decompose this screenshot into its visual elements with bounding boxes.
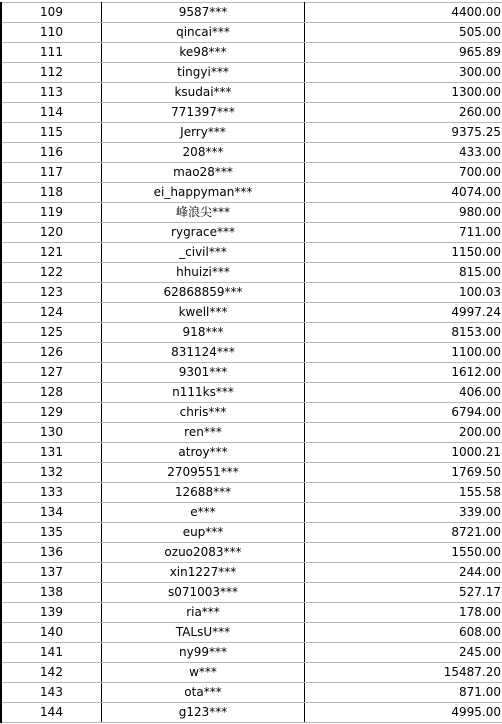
spreadsheet xyxy=(0,2,500,723)
table-row xyxy=(1,203,502,223)
table-row xyxy=(1,423,502,443)
row-number-cell[interactable]: 112 xyxy=(1,63,102,83)
table-row xyxy=(1,183,502,203)
username-cell[interactable]: w*** xyxy=(102,663,305,683)
row-number-cell[interactable]: 110 xyxy=(1,23,102,43)
amount-cell[interactable]: 4400.00 xyxy=(305,3,502,23)
username-cell[interactable]: _civil*** xyxy=(102,243,305,263)
row-number-cell[interactable]: 135 xyxy=(1,523,102,543)
username-cell[interactable]: rygrace*** xyxy=(102,223,305,243)
table-row xyxy=(1,83,502,103)
amount-cell[interactable]: 8153.00 xyxy=(305,323,502,343)
username-cell[interactable]: s071003*** xyxy=(102,583,305,603)
amount-cell[interactable]: 100.03 xyxy=(305,283,502,303)
username-cell[interactable]: qincai*** xyxy=(102,23,305,43)
amount-cell[interactable]: 1150.00 xyxy=(305,243,502,263)
amount-cell[interactable]: 155.58 xyxy=(305,483,502,503)
username-cell[interactable]: 771397*** xyxy=(102,103,305,123)
table-row xyxy=(1,663,502,683)
username-cell[interactable]: atroy*** xyxy=(102,443,305,463)
username-cell[interactable]: ria*** xyxy=(102,603,305,623)
amount-cell[interactable]: 300.00 xyxy=(305,63,502,83)
table-row xyxy=(1,223,502,243)
amount-cell[interactable]: 9375.25 xyxy=(305,123,502,143)
row-number-cell[interactable]: 125 xyxy=(1,323,102,343)
table-row xyxy=(1,243,502,263)
row-number-cell[interactable]: 122 xyxy=(1,263,102,283)
row-number-cell[interactable]: 121 xyxy=(1,243,102,263)
table-row xyxy=(1,103,502,123)
table-row xyxy=(1,143,502,163)
table-row xyxy=(1,343,502,363)
amount-cell[interactable]: 1550.00 xyxy=(305,543,502,563)
row-number-cell[interactable]: 113 xyxy=(1,83,102,103)
row-number-cell[interactable]: 109 xyxy=(1,3,102,23)
username-cell[interactable]: 831124*** xyxy=(102,343,305,363)
amount-cell[interactable]: 965.89 xyxy=(305,43,502,63)
amount-cell[interactable]: 339.00 xyxy=(305,503,502,523)
amount-cell[interactable]: 4074.00 xyxy=(305,183,502,203)
amount-cell[interactable]: 871.00 xyxy=(305,683,502,703)
row-number-cell[interactable]: 129 xyxy=(1,403,102,423)
username-cell[interactable]: e*** xyxy=(102,503,305,523)
table-row xyxy=(1,603,502,623)
username-cell[interactable]: kwell*** xyxy=(102,303,305,323)
data-table xyxy=(0,2,502,723)
table-row xyxy=(1,463,502,483)
row-number-cell[interactable]: 140 xyxy=(1,623,102,643)
amount-cell[interactable]: 1100.00 xyxy=(305,343,502,363)
table-row xyxy=(1,363,502,383)
table-row xyxy=(1,263,502,283)
table-row xyxy=(1,383,502,403)
username-cell[interactable]: ke98*** xyxy=(102,43,305,63)
table-row xyxy=(1,483,502,503)
row-number-cell[interactable]: 117 xyxy=(1,163,102,183)
table-row xyxy=(1,23,502,43)
amount-cell[interactable]: 711.00 xyxy=(305,223,502,243)
table-row xyxy=(1,503,502,523)
username-cell[interactable]: 208*** xyxy=(102,143,305,163)
username-cell[interactable]: ksudai*** xyxy=(102,83,305,103)
row-number-cell[interactable]: 136 xyxy=(1,543,102,563)
username-cell[interactable]: 2709551*** xyxy=(102,463,305,483)
row-number-cell[interactable]: 118 xyxy=(1,183,102,203)
amount-cell[interactable]: 6794.00 xyxy=(305,403,502,423)
table-row xyxy=(1,323,502,343)
row-number-cell[interactable]: 124 xyxy=(1,303,102,323)
table-row xyxy=(1,63,502,83)
username-cell[interactable]: xin1227*** xyxy=(102,563,305,583)
table-row xyxy=(1,623,502,643)
row-number-cell[interactable]: 132 xyxy=(1,463,102,483)
amount-cell[interactable]: 406.00 xyxy=(305,383,502,403)
amount-cell[interactable]: 4995.00 xyxy=(305,703,502,723)
row-number-cell[interactable]: 139 xyxy=(1,603,102,623)
row-number-cell[interactable]: 131 xyxy=(1,443,102,463)
table-row xyxy=(1,563,502,583)
row-number-cell[interactable]: 115 xyxy=(1,123,102,143)
table-row xyxy=(1,303,502,323)
row-number-cell[interactable]: 144 xyxy=(1,703,102,723)
username-cell[interactable]: 9301*** xyxy=(102,363,305,383)
table-body xyxy=(1,3,502,723)
table-row xyxy=(1,283,502,303)
username-cell[interactable]: g123*** xyxy=(102,703,305,723)
row-number-cell[interactable]: 120 xyxy=(1,223,102,243)
username-cell[interactable]: eup*** xyxy=(102,523,305,543)
row-number-cell[interactable]: 142 xyxy=(1,663,102,683)
table-row xyxy=(1,703,502,723)
table-row xyxy=(1,443,502,463)
table-row xyxy=(1,643,502,663)
username-cell[interactable]: hhuizi*** xyxy=(102,263,305,283)
amount-cell[interactable]: 15487.20 xyxy=(305,663,502,683)
amount-cell[interactable]: 1769.50 xyxy=(305,463,502,483)
row-number-cell[interactable]: 126 xyxy=(1,343,102,363)
username-cell[interactable]: ozuo2083*** xyxy=(102,543,305,563)
amount-cell[interactable]: 4997.24 xyxy=(305,303,502,323)
table-row xyxy=(1,43,502,63)
amount-cell[interactable]: 1612.00 xyxy=(305,363,502,383)
username-cell[interactable]: TALsU*** xyxy=(102,623,305,643)
table-row xyxy=(1,403,502,423)
table-row xyxy=(1,543,502,563)
amount-cell[interactable]: 980.00 xyxy=(305,203,502,223)
row-number-cell[interactable]: 143 xyxy=(1,683,102,703)
amount-cell[interactable]: 505.00 xyxy=(305,23,502,43)
amount-cell[interactable]: 200.00 xyxy=(305,423,502,443)
username-cell[interactable]: chris*** xyxy=(102,403,305,423)
amount-cell[interactable]: 1000.21 xyxy=(305,443,502,463)
amount-cell[interactable]: 245.00 xyxy=(305,643,502,663)
amount-cell[interactable]: 433.00 xyxy=(305,143,502,163)
row-number-cell[interactable]: 127 xyxy=(1,363,102,383)
row-number-cell[interactable]: 119 xyxy=(1,203,102,223)
username-cell[interactable]: n111ks*** xyxy=(102,383,305,403)
row-number-cell[interactable]: 138 xyxy=(1,583,102,603)
amount-cell[interactable]: 608.00 xyxy=(305,623,502,643)
username-cell[interactable]: ei_happyman*** xyxy=(102,183,305,203)
amount-cell[interactable]: 178.00 xyxy=(305,603,502,623)
row-number-cell[interactable]: 123 xyxy=(1,283,102,303)
username-cell[interactable]: 62868859*** xyxy=(102,283,305,303)
username-cell[interactable]: ren*** xyxy=(102,423,305,443)
amount-cell[interactable]: 700.00 xyxy=(305,163,502,183)
table-row xyxy=(1,3,502,23)
row-number-cell[interactable]: 130 xyxy=(1,423,102,443)
username-cell[interactable]: ny99*** xyxy=(102,643,305,663)
amount-cell[interactable]: 8721.00 xyxy=(305,523,502,543)
table-row xyxy=(1,583,502,603)
table-row xyxy=(1,123,502,143)
username-cell[interactable]: 9587*** xyxy=(102,3,305,23)
row-number-cell[interactable]: 116 xyxy=(1,143,102,163)
amount-cell[interactable]: 527.17 xyxy=(305,583,502,603)
amount-cell[interactable]: 1300.00 xyxy=(305,83,502,103)
row-number-cell[interactable]: 128 xyxy=(1,383,102,403)
username-cell[interactable]: 12688*** xyxy=(102,483,305,503)
row-number-cell[interactable]: 141 xyxy=(1,643,102,663)
table-row xyxy=(1,523,502,543)
table-row xyxy=(1,683,502,703)
row-number-cell[interactable]: 114 xyxy=(1,103,102,123)
username-cell[interactable]: mao28*** xyxy=(102,163,305,183)
username-cell[interactable]: Jerry*** xyxy=(102,123,305,143)
row-number-cell[interactable]: 134 xyxy=(1,503,102,523)
username-cell[interactable]: 峰浪尖*** xyxy=(102,203,305,223)
row-number-cell[interactable]: 133 xyxy=(1,483,102,503)
amount-cell[interactable]: 815.00 xyxy=(305,263,502,283)
username-cell[interactable]: ota*** xyxy=(102,683,305,703)
amount-cell[interactable]: 260.00 xyxy=(305,103,502,123)
table-row xyxy=(1,163,502,183)
row-number-cell[interactable]: 137 xyxy=(1,563,102,583)
username-cell[interactable]: tingyi*** xyxy=(102,63,305,83)
username-cell[interactable]: 918*** xyxy=(102,323,305,343)
amount-cell[interactable]: 244.00 xyxy=(305,563,502,583)
row-number-cell[interactable]: 111 xyxy=(1,43,102,63)
